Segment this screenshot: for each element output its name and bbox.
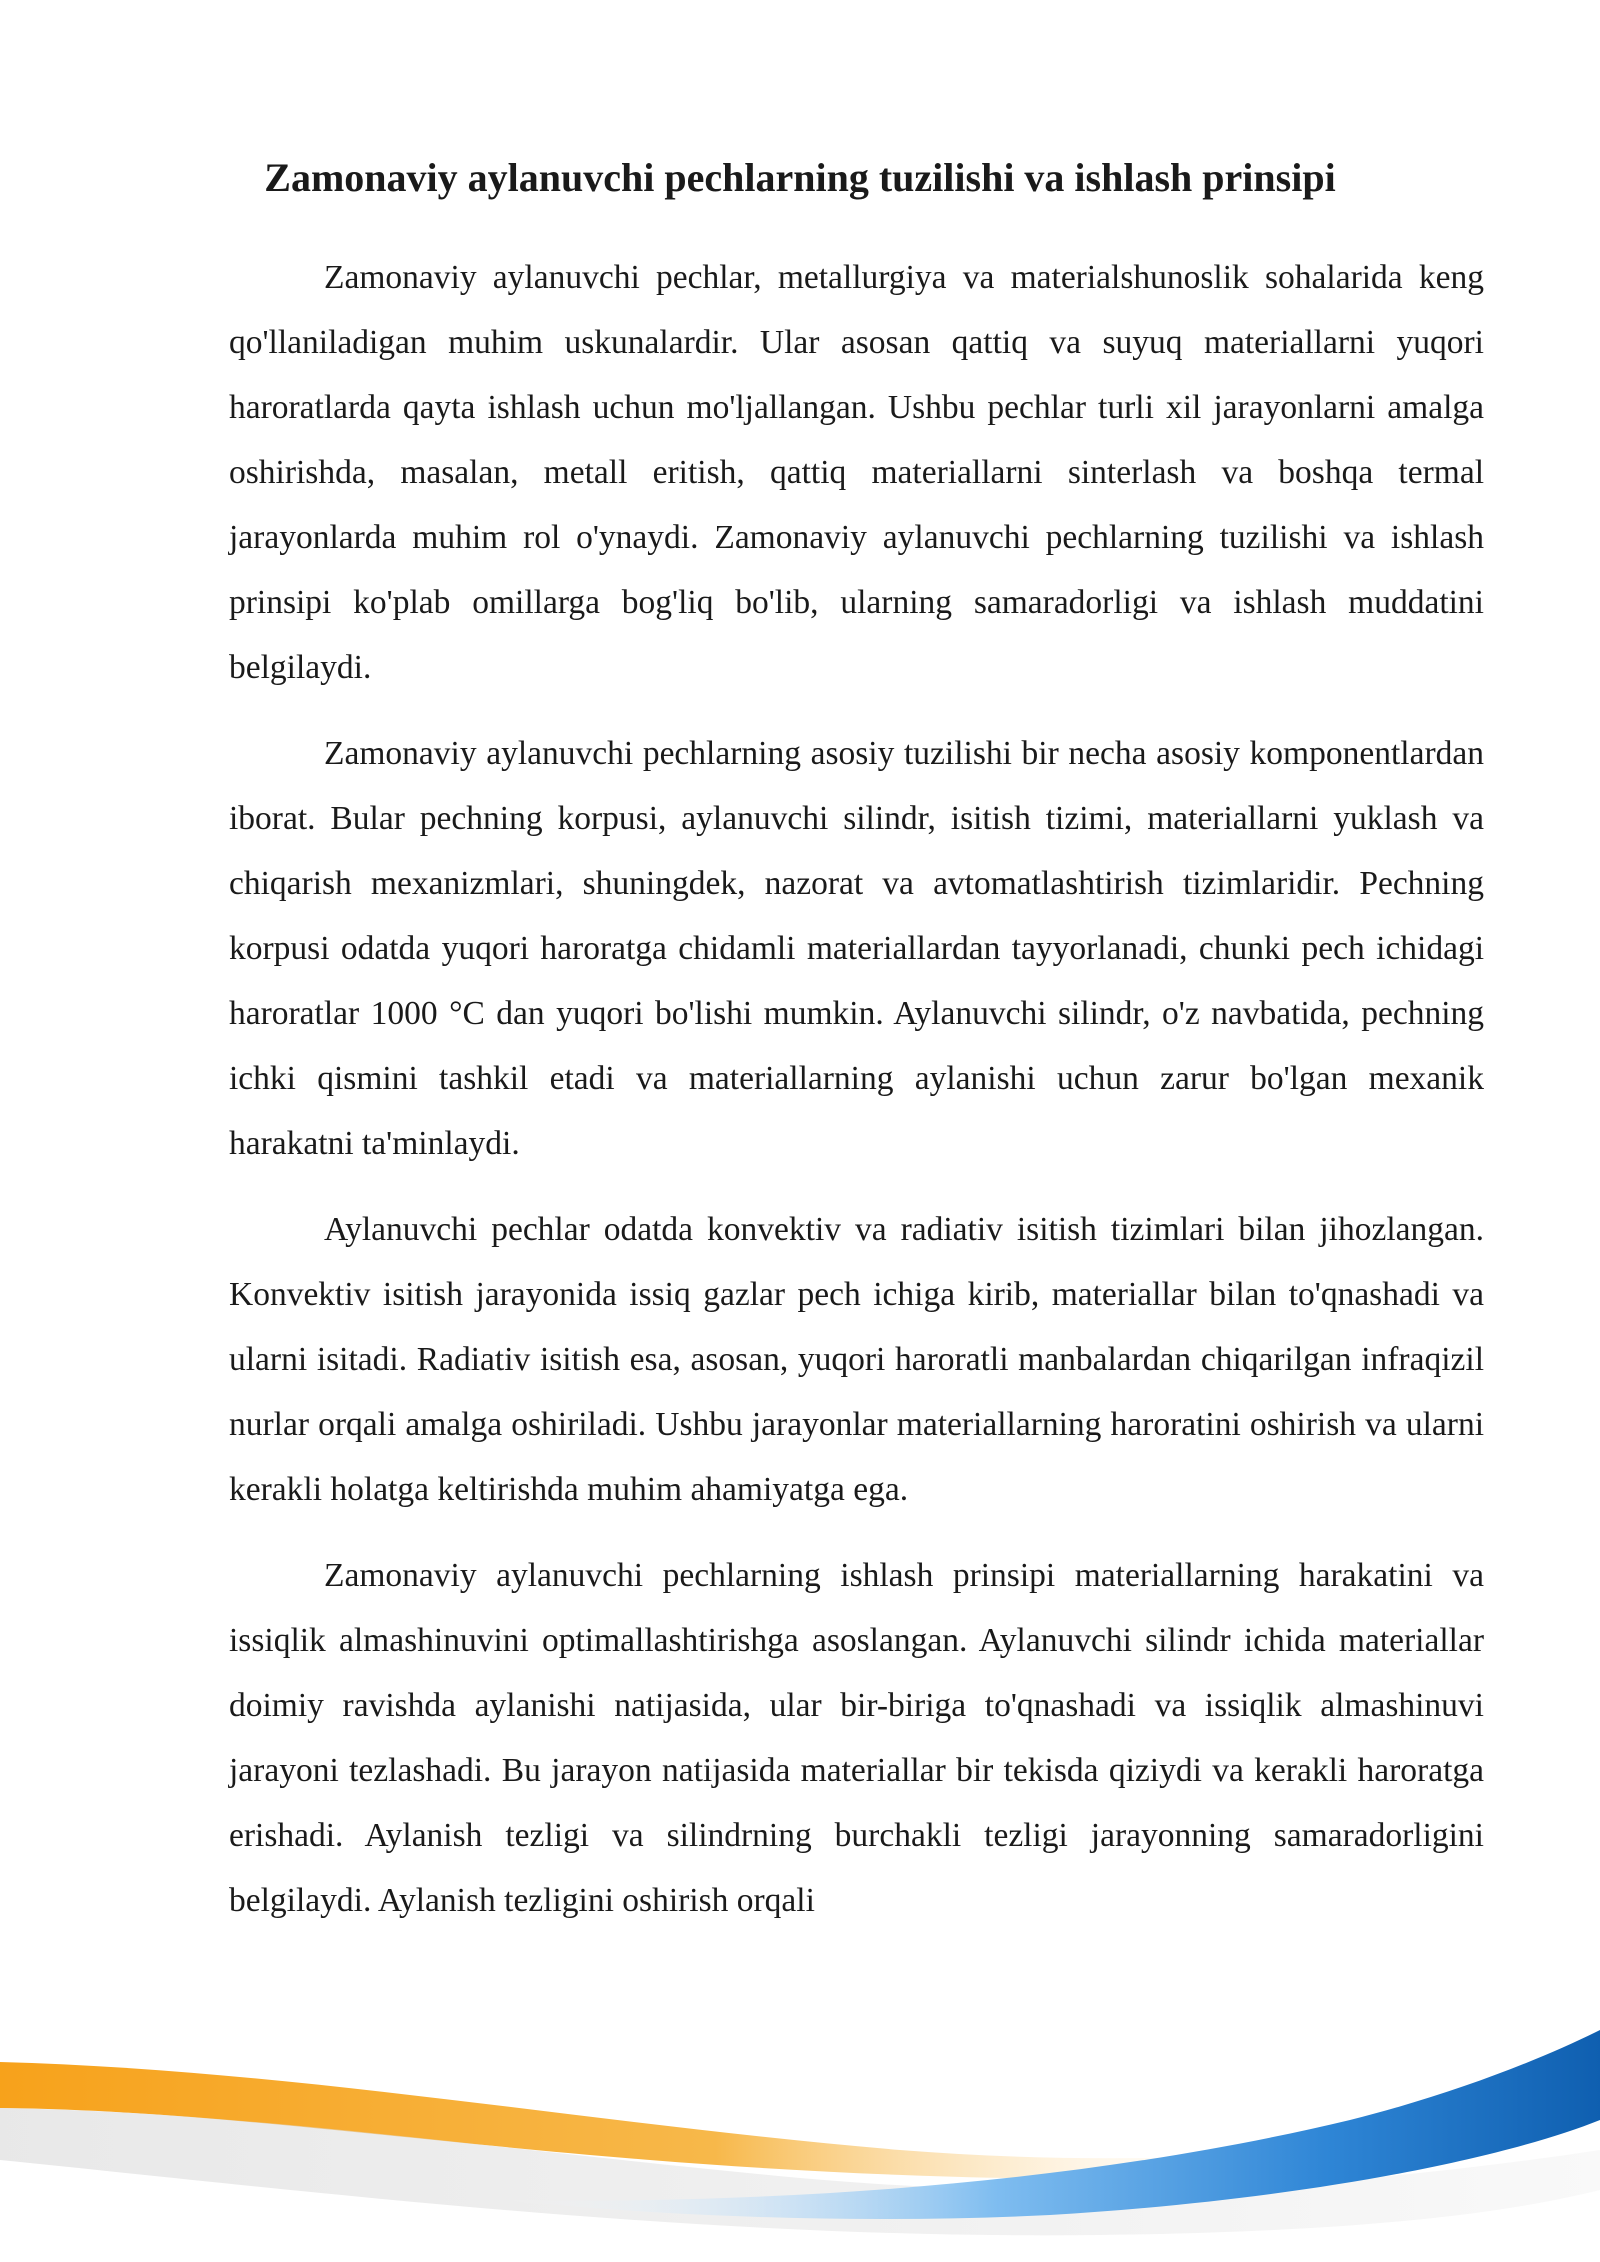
document-title: Zamonaviy aylanuvchi pechlarning tuzilishi va ishlash prinsipi [264,155,1336,200]
footer-wave-decoration [0,2000,1600,2262]
paragraph-3: Aylanuvchi pechlar odatda konvektiv va radiativ isitish tizimlari bilan jihozlangan. Konvektiv isitish jarayonida issiq gazlar pech ichiga kirib, materiallar bilan to'qnashadi va ularni isitadi. Radiativ isitish esa, asosan, yuqori haroratli manbalardan chiqarilgan infraqizil nurlar orqali amalga oshiriladi. Ushbu jarayonlar materiallarning haroratini oshirish va ularni kerakli holatga keltirishda muhim ahamiyatga ega. [229,1211,1484,1508]
document-body [229,245,1484,1954]
paragraph-2: Zamonaviy aylanuvchi pechlarning asosiy tuzilishi bir necha asosiy komponentlardan iborat. Bular pechning korpusi, aylanuvchi silindr, isitish tizimi, materiallarni yuklash va chiqarish mexanizmlari, shuningdek, nazorat va avtomatlashtirish tizimlaridir. Pechning korpusi odatda yuqori haroratga chidamli materiallardan tayyorlanadi, chunki pech ichidagi haroratlar 1000 °C dan yuqori bo'lishi mumkin. Aylanuvchi silindr, o'z navbatida, pechning ichki qismini tashkil etadi va materiallarning aylanishi uchun zarur bo'lgan mexanik harakatni ta'minlaydi. [229,735,1484,1162]
paragraph-1: Zamonaviy aylanuvchi pechlar, metallurgiya va materialshunoslik sohalarida keng qo'llaniladigan muhim uskunalardir. Ular asosan qattiq va suyuq materiallarni yuqori haroratlarda qayta ishlash uchun mo'ljallangan. Ushbu pechlar turli xil jarayonlarni amalga oshirishda, masalan, metall eritish, qattiq materiallarni sinterlash va boshqa termal jarayonlarda muhim rol o'ynaydi. Zamonaviy aylanuvchi pechlarning tuzilishi va ishlash prinsipi ko'plab omillarga bog'liq bo'lib, ularning samaradorligi va ishlash muddatini belgilaydi. [229,259,1484,686]
paragraph-4: Zamonaviy aylanuvchi pechlarning ishlash prinsipi materiallarning harakatini va issiqlik almashinuvini optimallashtirishga asoslangan. Aylanuvchi silindr ichida materiallar doimiy ravishda aylanishi natijasida, ular bir-biriga to'qnashadi va issiqlik almashinuvi jarayoni tezlashadi. Bu jarayon natijasida materiallar bir tekisda qiziydi va kerakli haroratga erishadi. Aylanish tezligi va silindrning burchakli tezligi jarayonning samaradorligini belgilaydi. Aylanish tezligini oshirish orqali [229,1557,1484,1919]
